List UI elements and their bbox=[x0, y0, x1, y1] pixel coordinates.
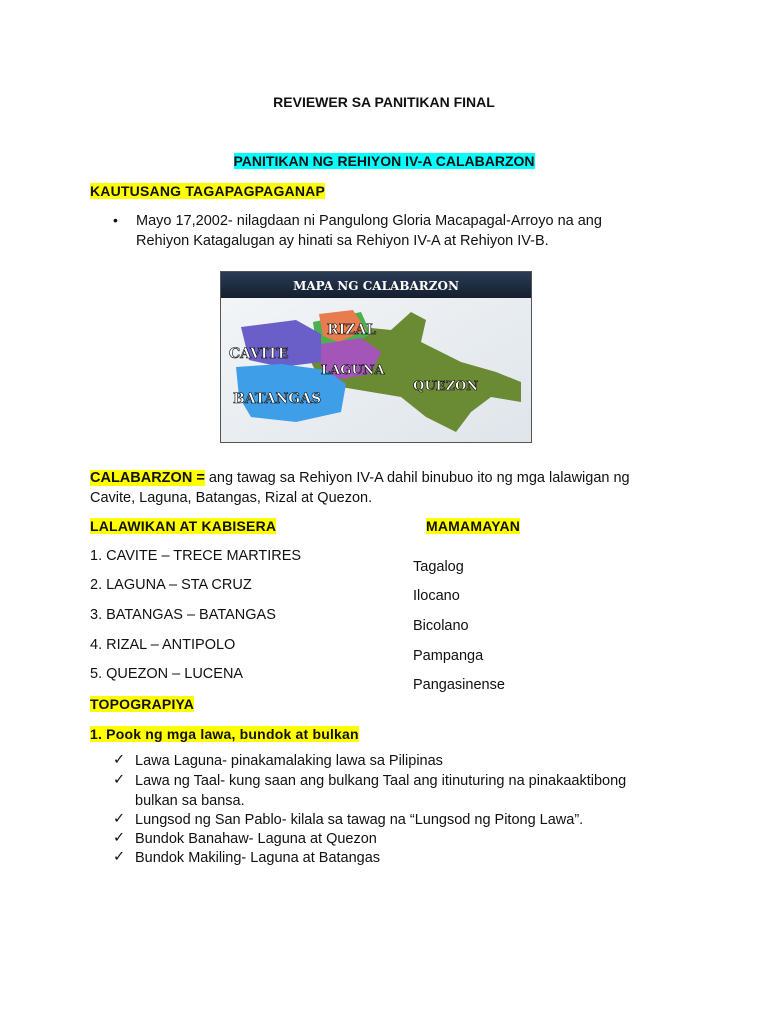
list-item: 3. BATANGAS – BATANGAS bbox=[90, 607, 276, 623]
check-mark-icon: ✓ bbox=[113, 772, 126, 788]
map-label-rizal: RIZAL bbox=[327, 322, 377, 338]
mamamayan-heading bbox=[426, 518, 520, 534]
list-item: 4. RIZAL – ANTIPOLO bbox=[90, 637, 236, 653]
topograpiya-subheading-text: 1. Pook ng mga lawa, bundok at bulkan bbox=[90, 726, 359, 742]
check-mark-icon: ✓ bbox=[113, 849, 126, 865]
topograpiya-subheading bbox=[90, 726, 359, 742]
document-title-text: REVIEWER SA PANITIKAN FINAL bbox=[273, 94, 495, 110]
list-item: 2. LAGUNA – STA CRUZ bbox=[90, 577, 252, 593]
kautusan-bullet-line1: Mayo 17,2002- nilagdaan ni Pangulong Gloria Macapagal-Arroyo na ang bbox=[136, 213, 602, 229]
check-list-text: Lawa Laguna- pinakamalaking lawa sa Pilipinas bbox=[135, 753, 443, 769]
check-list-text: Bundok Banahaw- Laguna at Quezon bbox=[135, 831, 377, 847]
topograpiya-heading bbox=[90, 696, 194, 712]
calabarzon-def-text: ang tawag sa Rehiyon IV-A dahil binubuo ito ng mga lalawigan ng bbox=[204, 470, 630, 486]
calabarzon-map-image bbox=[220, 271, 532, 443]
map-label-laguna: LAGUNA bbox=[321, 363, 385, 378]
check-mark-icon: ✓ bbox=[113, 830, 126, 846]
check-list-text: Lawa ng Taal- kung saan ang bulkang Taal ang itinuturing na pinakaaktibong bbox=[135, 773, 627, 789]
check-list-text: bulkan sa bansa. bbox=[135, 793, 245, 809]
lalawigan-heading-text: LALAWIKAN AT KABISERA bbox=[90, 518, 277, 534]
kautusan-heading bbox=[90, 183, 325, 199]
check-mark-icon: ✓ bbox=[113, 811, 126, 827]
map-label-quezon: QUEZON bbox=[413, 379, 479, 394]
map-title: MAPA NG CALABARZON bbox=[293, 279, 459, 293]
list-item: Ilocano bbox=[413, 588, 460, 604]
lalawigan-heading bbox=[90, 518, 276, 534]
calabarzon-term: CALABARZON = bbox=[90, 470, 205, 486]
list-item: Tagalog bbox=[413, 559, 464, 575]
mamamayan-heading-text: MAMAMAYAN bbox=[426, 518, 521, 534]
section-subtitle-text: PANITIKAN NG REHIYON IV-A CALABARZON bbox=[233, 153, 535, 169]
calabarzon-map-svg bbox=[221, 272, 531, 442]
kautusan-heading-text: KAUTUSANG TAGAPAGPAGANAP bbox=[90, 183, 326, 199]
map-label-batangas: BATANGAS bbox=[233, 391, 322, 407]
list-item: 5. QUEZON – LUCENA bbox=[90, 666, 244, 682]
map-label-cavite: CAVITE bbox=[229, 346, 289, 362]
topograpiya-heading-text: TOPOGRAPIYA bbox=[90, 696, 195, 712]
check-mark-icon: ✓ bbox=[113, 752, 126, 768]
list-item: 1. CAVITE – TRECE MARTIRES bbox=[90, 548, 302, 564]
list-item: Bicolano bbox=[413, 618, 469, 634]
calabarzon-definition-line2: Cavite, Laguna, Batangas, Rizal at Quezon. bbox=[90, 490, 373, 506]
list-item: Pangasinense bbox=[413, 677, 505, 693]
list-item: Pampanga bbox=[413, 648, 484, 664]
document-title bbox=[0, 94, 768, 110]
bullet-dot: • bbox=[113, 212, 118, 228]
check-list-text: Bundok Makiling- Laguna at Batangas bbox=[135, 850, 381, 866]
check-list-text: Lungsod ng San Pablo- kilala sa tawag na “Lungsod ng Pitong Lawa”. bbox=[135, 812, 584, 828]
section-subtitle bbox=[0, 153, 768, 169]
calabarzon-definition-line1 bbox=[90, 468, 630, 488]
kautusan-bullet-line2: Rehiyon Katagalugan ay hinati sa Rehiyon IV-A at Rehiyon IV-B. bbox=[136, 233, 549, 249]
